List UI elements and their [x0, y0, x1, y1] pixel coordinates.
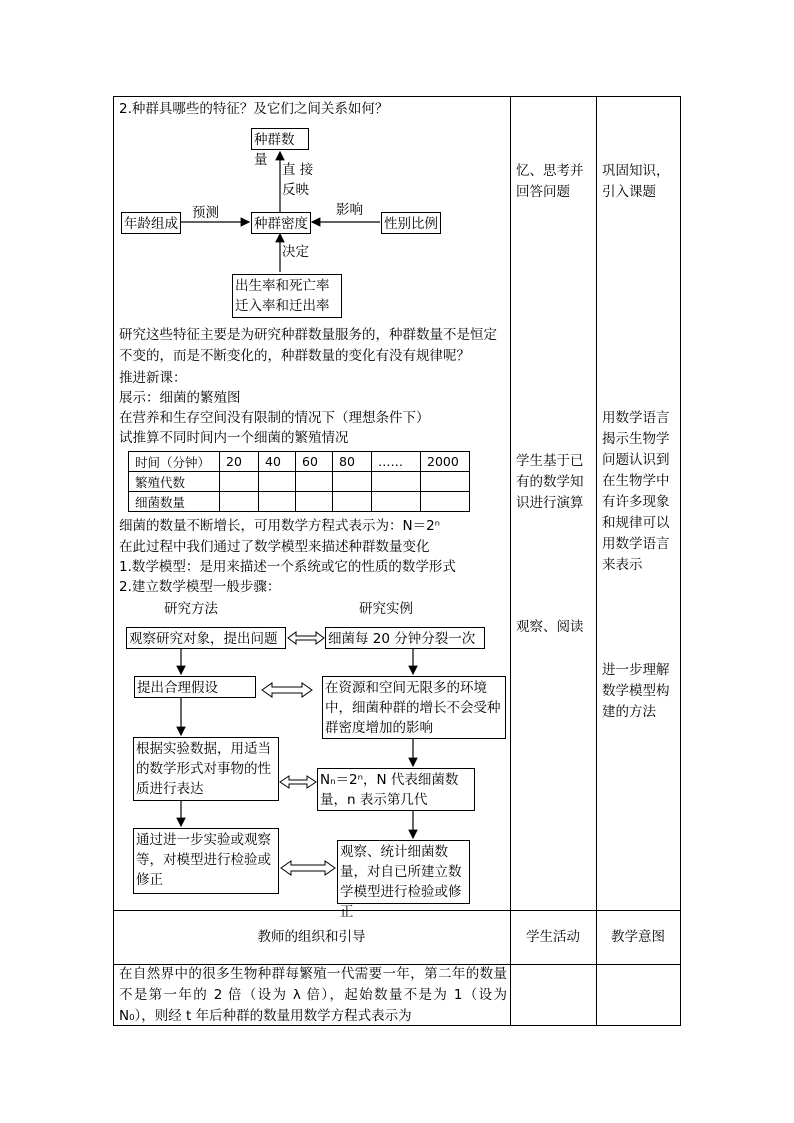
table-cell [296, 472, 333, 492]
table-header-cell: 20 [220, 452, 259, 472]
student-activity-2: 学生基于已有的数学知识进行演算 [516, 453, 584, 511]
table-header-cell: 40 [259, 452, 296, 472]
table-cell [421, 472, 470, 492]
new-lesson-line-2: 展示：细菌的繁殖图 [119, 390, 241, 406]
table-cell [259, 492, 296, 512]
teaching-intent-1: 巩固知识，引入课题 [602, 163, 670, 200]
student-activity-3: 观察、阅读 [516, 619, 584, 635]
age-structure-box: 年龄组成 [121, 212, 181, 234]
table-cell [333, 492, 372, 512]
col-label-method: 研究方法 [164, 601, 218, 617]
after-table-line-4: 2.建立数学模型一般步骤： [119, 579, 281, 595]
table-cell [333, 472, 372, 492]
bacteria-table [128, 451, 470, 512]
table-cell [372, 492, 421, 512]
teaching-intent-2: 用数学语言揭示生物学问题认识到在生物学中有许多现象和规律可以用数学语言来表示 [602, 410, 670, 573]
after-table-line-3: 1.数学模型：是用来描述一个系统或它的性质的数学形式 [119, 559, 456, 575]
new-lesson-line-1: 推进新课： [119, 370, 187, 386]
method-step-1: 观察研究对象，提出问题 [126, 627, 286, 649]
bottom-paragraph: 在自然界中的很多生物种群每繁殖一代需要一年，第二年的数量不是第一年的 2 倍（设为 λ 倍），起始数量不是为 1（设为 N₀），则经 t 年后种群的数量用数学方程式表示为 [119, 966, 507, 1024]
table-header-cell: 2000 [421, 452, 470, 472]
table-row [129, 452, 470, 472]
header-student: 学生活动 [526, 929, 580, 945]
example-step-3: Nₙ＝2ⁿ，N 代表细菌数量，n 表示第几代 [317, 768, 475, 811]
table-cell [220, 472, 259, 492]
table-header-cell: 60 [296, 452, 333, 472]
header-intent: 教学意图 [611, 929, 665, 945]
table-cell [259, 472, 296, 492]
migration-line: 迁入率和迁出率 [235, 298, 330, 314]
population-density-box: 种群密度 [251, 212, 311, 234]
col-label-example: 研究实例 [359, 601, 413, 617]
after-table-line-1: 细菌的数量不断增长，可用数学方程式表示为：N＝2ⁿ [119, 518, 441, 534]
after-table-line-2: 在此过程中我们通过了数学模型来描述种群数量变化 [119, 539, 430, 555]
table-cell: 繁殖代数 [129, 472, 220, 492]
label-predict: 预测 [192, 205, 219, 221]
table-cell [372, 472, 421, 492]
table-cell [220, 492, 259, 512]
table-header-cell: 时间（分钟） [129, 452, 220, 472]
table-cell [421, 492, 470, 512]
example-step-4: 观察、统计细菌数量，对自已所建立数学模型进行检验或修正 [337, 840, 470, 904]
table-header-cell: …… [372, 452, 421, 472]
birth-death-rate-box [232, 274, 342, 318]
teaching-intent-3: 进一步理解数学模型构建的方法 [602, 662, 670, 720]
new-lesson-line-4: 试推算不同时间内一个细菌的繁殖情况 [119, 430, 349, 446]
table-cell: 细菌数量 [129, 492, 220, 512]
birth-death-line: 出生率和死亡率 [235, 278, 330, 294]
sex-ratio-box: 性别比例 [381, 212, 441, 234]
label-direct-2: 反映 [282, 182, 309, 198]
population-number-box: 种群数量 [251, 128, 309, 150]
label-direct-1: 直 接 [282, 162, 314, 178]
method-step-3: 根据实验数据，用适当的数学形式对事物的性质进行表达 [133, 737, 279, 801]
table-cell [296, 492, 333, 512]
method-step-2: 提出合理假设 [134, 676, 256, 698]
example-step-2: 在资源和空间无限多的环境中，细菌种群的增长不会受种群密度增加的影响 [322, 676, 506, 739]
example-step-1: 细菌每 20 分钟分裂一次 [325, 627, 485, 649]
method-step-4: 通过进一步实验或观察等，对模型进行检验或修正 [133, 828, 279, 894]
table-header-cell: 80 [333, 452, 372, 472]
label-influence: 影响 [336, 202, 363, 218]
student-activity-1: 忆、思考并回答问题 [516, 163, 584, 200]
table-row [129, 472, 470, 492]
new-lesson-line-3: 在营养和生存空间没有限制的情况下（理想条件下） [119, 410, 430, 426]
header-teacher: 教师的组织和引导 [257, 929, 366, 945]
intro-paragraph: 研究这些特征主要是为研究种群数量服务的，种群数量不是恒定不变的，而是不断变化的，种群数量的变化有没有规律呢？ [119, 327, 497, 364]
section2-question: 2.种群具哪些的特征？及它们之间关系如何？ [119, 101, 389, 117]
label-decide: 决定 [282, 244, 309, 260]
table-row [129, 492, 470, 512]
